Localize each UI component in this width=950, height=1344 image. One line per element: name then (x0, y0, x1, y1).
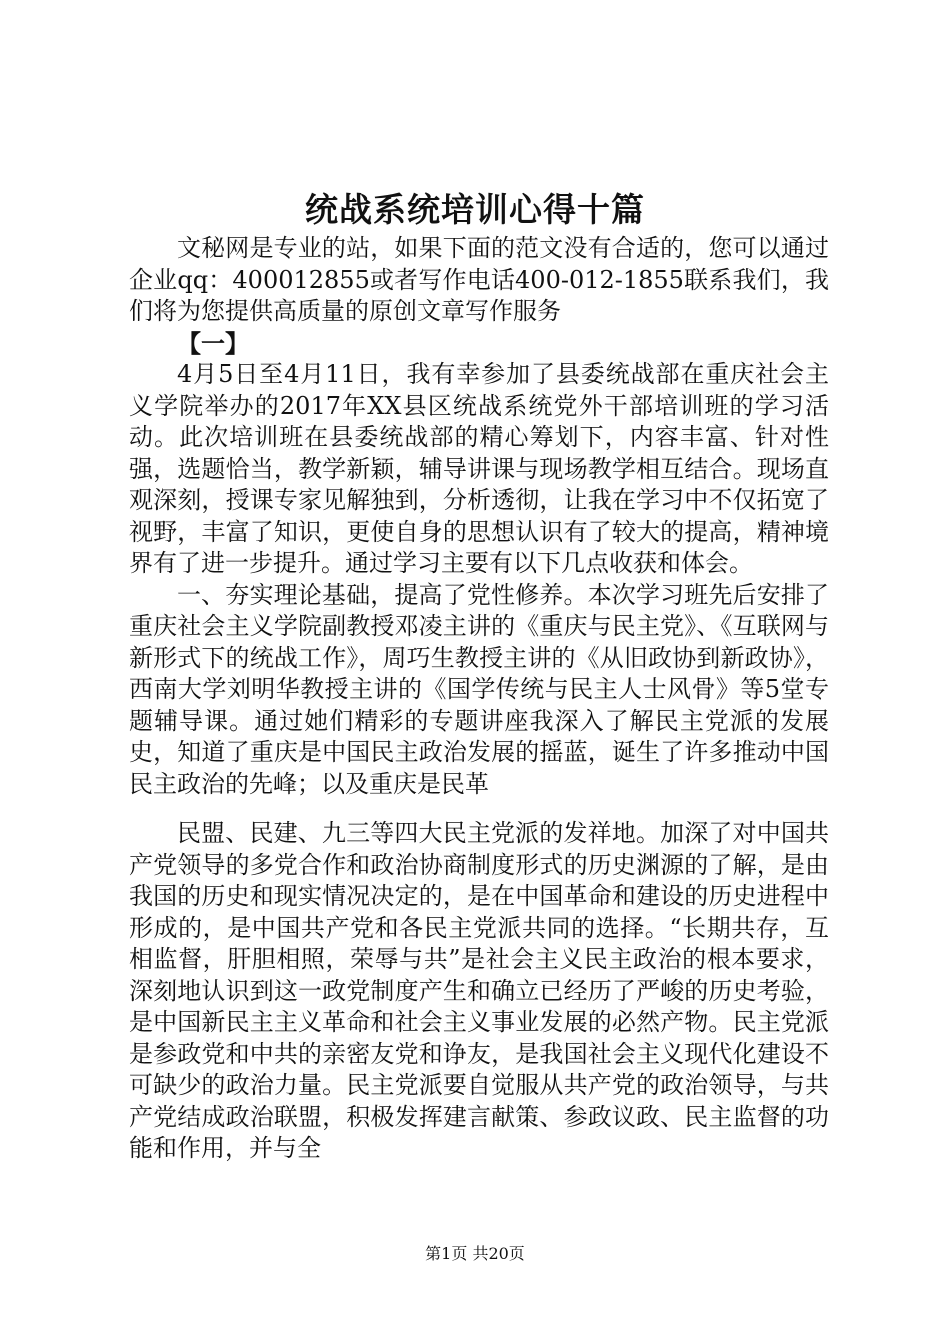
page-footer: 第1页 共20页 (425, 1244, 525, 1263)
document-title: 统战系统培训心得十篇 (305, 190, 645, 229)
body-paragraph-1: 4月5日至4月11日，我有幸参加了县委统战部在重庆社会主义学院举办的2017年XX县区统战系统党外干部培训班的学习活动。此次培训班在县委统战部的精心筹划下，内容丰富、针对性强，选题恰当，教学新颖，辅导讲课与现场教学相互结合。现场直观深刻，授课专家见解独到，分析透彻，让我在学习中不仅拓宽了视野，丰富了知识，更使自身的思想认识有了较大的提高，精神境界有了进一步提升。通过学习主要有以下几点收获和体会。 (129, 360, 829, 577)
body-paragraph-2: 一、夯实理论基础，提高了党性修养。本次学习班先后安排了重庆社会主义学院副教授邓凌主讲的《重庆与民主党》、《互联网与新形式下的统战工作》，周巧生教授主讲的《从旧政协到新政协》，西南大学刘明华教授主讲的《国学传统与民主人士风骨》等5堂专题辅导课。通过她们精彩的专题讲座我深入了解民主党派的发展史，知道了重庆是中国民主政治发展的摇蓝，诞生了许多推动中国民主政治的先峰；以及重庆是民革 (129, 580, 829, 798)
document-body (129, 233, 829, 1165)
intro-paragraph: 文秘网是专业的站，如果下面的范文没有合适的，您可以通过企业qq：400012855或者写作电话400-012-1855联系我们，我们将为您提供高质量的原创文章写作服务 (129, 234, 829, 325)
body-paragraph-3: 民盟、民建、九三等四大民主党派的发祥地。加深了对中国共产党领导的多党合作和政治协商制度形式的历史渊源的了解，是由我国的历史和现实情况决定的，是在中国革命和建设的历史进程中形成的，是中国共产党和各民主党派共同的选择。“长期共存，互相监督，肝胆相照，荣辱与共”是社会主义民主政治的根本要求，深刻地认识到这一政党制度产生和确立已经历了严峻的历史考验，是中国新民主主义革命和社会主义事业发展的必然产物。民主党派是参政党和中共的亲密友党和诤友，是我国社会主义现代化建设不可缺少的政治力量。民主党派要自觉服从共产党的政治领导，与共产党结成政治联盟，积极发挥建言献策、参政议政、民主监督的功能和作用，并与全 (129, 819, 829, 1162)
section-marker: 【一】 (177, 328, 249, 358)
